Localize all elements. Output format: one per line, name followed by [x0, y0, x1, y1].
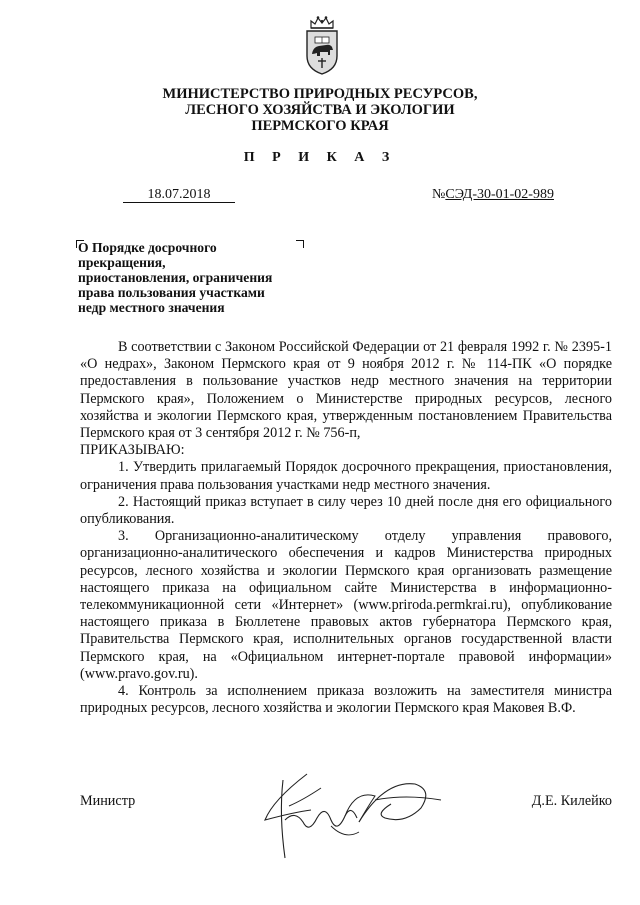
document-title	[78, 240, 318, 315]
order-item: 3. Организационно-аналитическому отделу управления правового, организационно-аналитического обеспечения и кадров Министерства природных ресурсов, лесного хозяйства и экологии Пермского края организовать размещение настоящего приказа на официальном сайте Министерства в информационно-телекоммуникационной сети «Интернет» (www.priroda.permkrai.ru), опубликование настоящего приказа в Бюллетене правовых актов губернатора Пермского края, Правительства Пермского края, исполнительных органов государственной власти Пермского края, на «Официальном интернет-портале правовой информации» (www.pravo.gov.ru).	[80, 528, 612, 682]
title-line: прекращения,	[78, 255, 166, 270]
coat-of-arms-icon	[302, 14, 342, 76]
ministry-header	[0, 86, 640, 134]
document-number	[432, 187, 554, 202]
order-item: 4. Контроль за исполнением приказа возложить на заместителя министра природных ресурсов, лесного хозяйства и экологии Пермского края Маковея В.Ф.	[80, 683, 612, 717]
title-line: права пользования участками	[78, 285, 265, 300]
document-date: 18.07.2018	[123, 187, 235, 203]
title-line: О Порядке досрочного	[78, 240, 217, 255]
order-item: 2. Настоящий приказ вступает в силу через 10 дней после дня его официального опубликования.	[80, 493, 612, 528]
signatory-name: Д.Е. Килейко	[531, 793, 612, 809]
ministry-header-line: ПЕРМСКОГО КРАЯ	[251, 118, 389, 134]
preamble-paragraph: В соответствии с Законом Российской Федерации от 21 февраля 1992 г. № 2395-1 «О недрах», Законом Пермского края от 9 ноября 2012 г. № 114-ПК «О порядке предоставления в пользование участков недр местного значения на территории Пермского края», Положением о Министерстве природных ресурсов, лесного хозяйства и экологии Пермского края, утвержденным постановлением Правительства Пермского края от 3 сентября 2012 г. № 756-п,	[80, 339, 612, 442]
document-type: П Р И К А З	[243, 150, 397, 165]
number-value: СЭД-30-01-02-989	[445, 187, 554, 202]
title-line: недр местного значения	[78, 300, 225, 315]
signatory-position: Министр	[80, 793, 136, 809]
ministry-header-line: МИНИСТЕРСТВО ПРИРОДНЫХ РЕСУРСОВ,	[162, 86, 478, 102]
title-line: приостановления, ограничения	[78, 270, 273, 285]
ministry-header-line: ЛЕСНОГО ХОЗЯЙСТВА И ЭКОЛОГИИ	[185, 102, 455, 118]
order-item: 1. Утвердить прилагаемый Порядок досрочного прекращения, приостановления, ограничения права пользования участками недр местного значения.	[80, 459, 612, 493]
handwritten-signature-icon	[255, 760, 445, 870]
number-sign: №	[432, 187, 446, 202]
order-word: ПРИКАЗЫВАЮ:	[80, 442, 185, 459]
document-body	[80, 339, 612, 717]
